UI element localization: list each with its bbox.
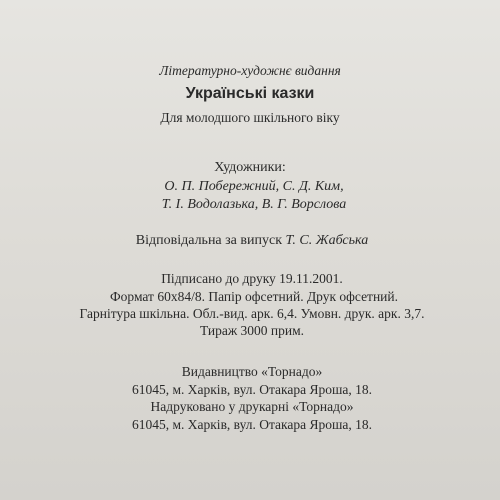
responsible-editor (2, 234, 500, 248)
printing-house: Надруковано у друкарні «Торнадо» (150, 399, 354, 414)
responsible-name: Т. С. Жабська (285, 233, 369, 248)
book-title: Українські казки (185, 85, 315, 102)
format-info: Формат 60x84/8. Папір офсетний. Друк офсетний. (109, 289, 399, 304)
artists-line-1: О. П. Побережний, С. Д. Ким, (164, 179, 344, 194)
artists-label: Художники: (214, 160, 286, 175)
print-run: Тираж 3000 прим. (199, 323, 305, 338)
edition-type: Літературно-художнє видання (159, 63, 341, 78)
printer-address: 61045, м. Харків, вул. Отакара Яроша, 18. (131, 417, 373, 432)
artists-line-2: Т. І. Водолазька, В. Г. Ворслова (161, 197, 347, 212)
publisher-address: 61045, м. Харків, вул. Отакара Яроша, 18. (131, 382, 373, 397)
publisher-name: Видавництво «Торнадо» (181, 364, 323, 379)
responsible-label: Відповідальна за випуск (135, 233, 282, 248)
typeface-info: Гарнітура шкільна. Обл.-вид. арк. 6,4. Умовн. друк. арк. 3,7. (79, 306, 425, 321)
book-subtitle: Для молодшого шкільного віку (160, 110, 340, 125)
signed-for-print: Підписано до друку 19.11.2001. (161, 271, 343, 286)
